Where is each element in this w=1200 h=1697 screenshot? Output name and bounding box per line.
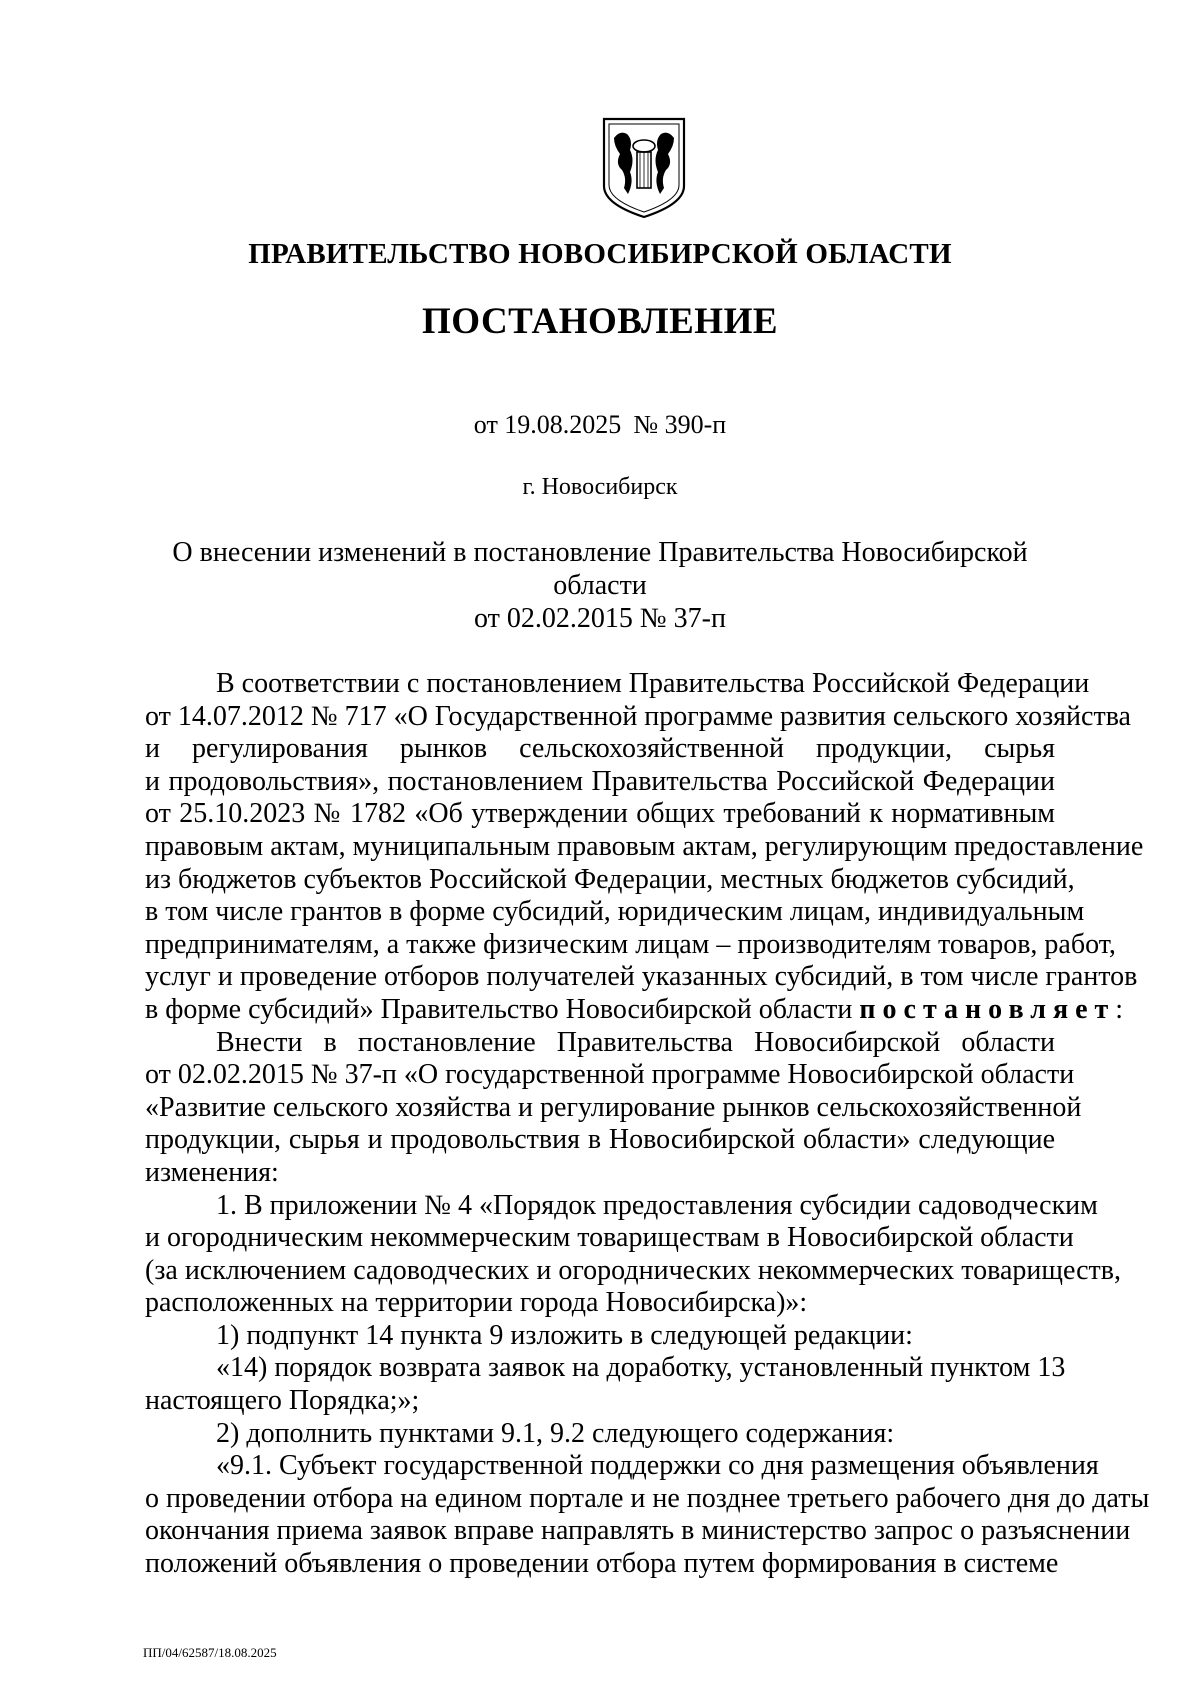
organization-name: ПРАВИТЕЛЬСТВО НОВОСИБИРСКОЙ ОБЛАСТИ [248, 238, 952, 270]
body-line: и регулирования рынков сельскохозяйственной продукции, сырья [145, 733, 1055, 765]
document-date: от 19.08.2025 [473, 410, 622, 439]
body-line: расположенных на территории города Новосибирска)»: [145, 1287, 808, 1319]
body-line: и огородническим некоммерческим товариществам в Новосибирской области [145, 1222, 1074, 1254]
body-line: настоящего Порядка;»; [145, 1385, 420, 1417]
body-line: 2) дополнить пунктами 9.1, 9.2 следующего содержания: [216, 1417, 895, 1449]
body-line: о проведении отбора на едином портале и не позднее третьего рабочего дня до даты [145, 1482, 1150, 1514]
body-line: окончания приема заявок вправе направлять в министерство запрос о разъяснении [145, 1515, 1131, 1547]
body-line: от 14.07.2012 № 717 «О Государственной программе развития сельского хозяйства [145, 700, 1131, 732]
body-line: положений объявления о проведении отбора путем формирования в системе [145, 1548, 1059, 1580]
document-type: ПОСТАНОВЛЕНИЕ [421, 301, 779, 342]
body-line: «9.1. Субъект государственной поддержки со дня размещения объявления [216, 1450, 1099, 1482]
body-line: правовым актам, муниципальным правовым актам, регулирующим предоставление [145, 830, 1144, 862]
footer-code: ПП/04/62587/18.08.2025 [143, 1645, 277, 1660]
body-line: в том числе грантов в форме субсидий, юридическим лицам, индивидуальным [145, 896, 1085, 928]
body-line: «Развитие сельского хозяйства и регулирование рынков сельскохозяйственной [145, 1091, 1082, 1123]
document-number: № 390-п [633, 410, 727, 439]
coat-of-arms-icon [600, 116, 688, 220]
subject-line: О внесении изменений в постановление Правительства Новосибирской области [172, 537, 1028, 601]
body-line: от 25.10.2023 № 1782 «Об утверждении общих требований к нормативным [145, 798, 1055, 830]
body-line: 1. В приложении № 4 «Порядок предоставления субсидии садоводческим [216, 1189, 1098, 1221]
body-line: изменения: [145, 1156, 279, 1188]
body-line-text: : [1115, 993, 1124, 1025]
body-line: продукции, сырья и продовольствия в Новосибирской области» следующие [145, 1124, 1055, 1156]
body-line: предпринимателям, а также физическим лицам – производителям товаров, работ, [145, 928, 1116, 960]
body-line: и продовольствия», постановлением Правительства Российской Федерации [145, 765, 1055, 797]
body-line: от 02.02.2015 № 37-п «О государственной программе Новосибирской области [145, 1059, 1075, 1091]
document-city: г. Новосибирск [522, 474, 678, 500]
body-line: 1) подпункт 14 пункта 9 изложить в следующей редакции: [216, 1319, 913, 1351]
body-line: (за исключением садоводческих и огороднических некоммерческих товариществ, [145, 1254, 1121, 1286]
document-date-number [0, 410, 1200, 440]
subject-line: от 02.02.2015 № 37-п [474, 603, 726, 634]
body-line-text: в форме субсидий» Правительство Новосибирской области [145, 993, 853, 1025]
document-subject [150, 536, 1050, 635]
resolution-word: постановляет [859, 993, 1116, 1025]
body-line: В соответствии с постановлением Правительства Российской Федерации [216, 668, 1090, 699]
body-line: Внести в постановление Правительства Новосибирской области [216, 1026, 1055, 1058]
body-line [145, 993, 1124, 1027]
body-line: из бюджетов субъектов Российской Федерации, местных бюджетов субсидий, [145, 863, 1075, 895]
document-body [145, 668, 1150, 1581]
body-line: услуг и проведение отборов получателей указанных субсидий, в том числе грантов [145, 961, 1138, 993]
body-line: «14) порядок возврата заявок на доработку, установленный пунктом 13 [216, 1352, 1066, 1384]
